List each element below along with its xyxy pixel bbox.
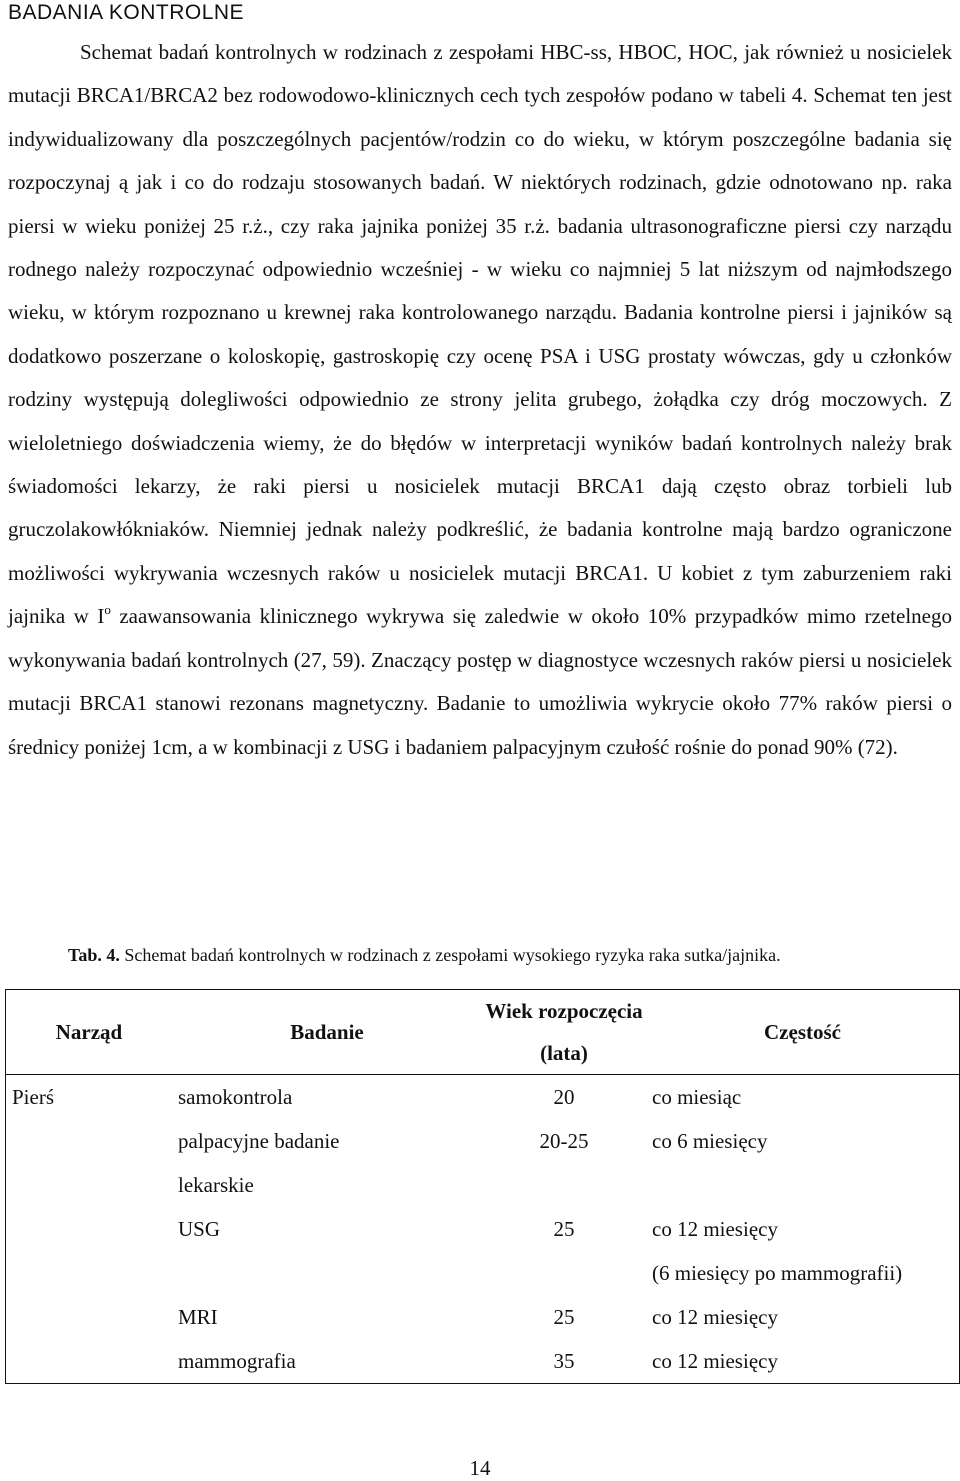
body-paragraph	[8, 31, 952, 769]
cell-organ	[6, 1119, 172, 1163]
cell-exam: USG	[178, 1217, 221, 1241]
page-number: 14	[469, 1456, 491, 1480]
cell-frequency: (6 miesięcy po mammografii)	[652, 1261, 903, 1285]
cell-exam: mammografia	[178, 1349, 296, 1373]
caption-label: Tab. 4.	[68, 945, 120, 965]
cell-frequency: co 12 miesięcy	[652, 1217, 778, 1241]
caption-text: Schemat badań kontrolnych w rodzinach z zespołami wysokiego ryzyka raka sutka/jajnika.	[119, 945, 781, 965]
cell-exam: palpacyjne badanie	[178, 1129, 340, 1153]
cell-organ	[6, 1207, 172, 1251]
cell-age: 25	[553, 1305, 575, 1329]
table-row	[6, 1339, 959, 1383]
cell-organ	[6, 1163, 172, 1207]
table-row	[6, 1119, 959, 1163]
section-heading: BADANIA KONTROLNE	[8, 1, 245, 24]
cell-frequency	[646, 1163, 959, 1207]
header-start-age	[482, 990, 646, 1075]
table-row	[6, 1075, 959, 1120]
superscript-degree: o	[104, 602, 111, 618]
cell-age: 20-25	[539, 1129, 589, 1153]
cell-age	[482, 1251, 646, 1295]
cell-frequency: co 12 miesięcy	[652, 1349, 778, 1373]
table-caption	[68, 942, 781, 968]
table-row	[6, 1251, 959, 1295]
header-exam: Badanie	[172, 990, 482, 1075]
table-row	[6, 1207, 959, 1251]
cell-organ: Pierś	[12, 1085, 54, 1109]
table-row	[6, 1295, 959, 1339]
cell-exam: MRI	[178, 1305, 218, 1329]
cell-frequency: co 6 miesięcy	[652, 1129, 768, 1153]
cell-exam: samokontrola	[178, 1085, 293, 1109]
cell-age	[482, 1163, 646, 1207]
table-header-row	[6, 990, 959, 1075]
header-organ: Narząd	[6, 990, 172, 1075]
cell-frequency: co miesiąc	[652, 1085, 742, 1109]
cell-exam: lekarskie	[178, 1173, 254, 1197]
cell-age: 35	[553, 1349, 575, 1373]
cell-age: 25	[553, 1217, 575, 1241]
paragraph-part-1: Schemat badań kontrolnych w rodzinach z zespołami HBC-ss, HBOC, HOC, jak również u nosicielek mutacji BRCA1/BRCA2 bez rodowodowo-klinicznych cech tych zespołów podano w tabeli 4. Schemat ten jest indywidualizowany dla poszczególnych pacjentów/rodzin co do wieku, w którym poszczególne badania się rozpoczynaj ą jak i co do rodzaju stosowanych badań. W niektórych rodzinach, gdzie odnotowano np. raka piersi w wieku poniżej 25 r.ż., czy raka jajnika poniżej 35 r.ż.	[8, 40, 952, 238]
cell-exam	[172, 1251, 482, 1295]
header-start-age-line2: (lata)	[540, 1041, 588, 1065]
header-start-age-line1: Wiek rozpoczęcia	[485, 999, 643, 1023]
screening-table	[6, 990, 959, 1383]
cell-frequency: co 12 miesięcy	[652, 1305, 778, 1329]
cell-organ	[6, 1295, 172, 1339]
cell-organ	[6, 1339, 172, 1383]
cell-age: 20	[553, 1085, 575, 1109]
table-row	[6, 1163, 959, 1207]
paragraph-part-2: badania ultrasonograficzne piersi czy narządu rodnego należy rozpoczynać odpowiednio wcześniej - w wieku co najmniej 5 lat niższym od najmłodszego wieku, w którym rozpoznano u krewnej raka kontrolowanego narządu. Badania kontrolne piersi i jajników są dodatkowo poszerzane o koloskopię, gastroskopię czy ocenę PSA i USG prostaty wówczas, gdy u członków rodziny występują dolegliwości odpowiednio ze strony jelita grubego, żołądka czy dróg moczowych. Z wieloletniego doświadczenia wiemy, że do błędów w interpretacji wyników badań kontrolnych należy brak świadomości lekarzy, że raki piersi u nosicielek mutacji BRCA1 dają często obraz torbieli lub gruczolakowłókniaków. Niemniej jednak należy podkreślić, że badania kontrolne mają bardzo ograniczone możliwości wykrywania wczesnych raków u nosicielek mutacji BRCA1. U kobiet z tym zaburzeniem raki jajnika w I	[8, 213, 952, 629]
cell-organ	[6, 1251, 172, 1295]
header-frequency: Częstość	[646, 990, 959, 1075]
paragraph-part-3: zaawansowania klinicznego wykrywa się zaledwie w około 10% przypadków mimo rzetelnego wykonywania badań kontrolnych (27, 59). Znaczący postęp w diagnostyce wczesnych raków piersi u nosicielek mutacji BRCA1 stanowi rezonans magnetyczny. Badanie to umożliwia wykrycie około 77% raków piersi o średnicy poniżej 1cm, a w kombinacji z USG i badaniem palpacyjnym czułość rośnie do ponad 90% (72).	[8, 604, 952, 759]
